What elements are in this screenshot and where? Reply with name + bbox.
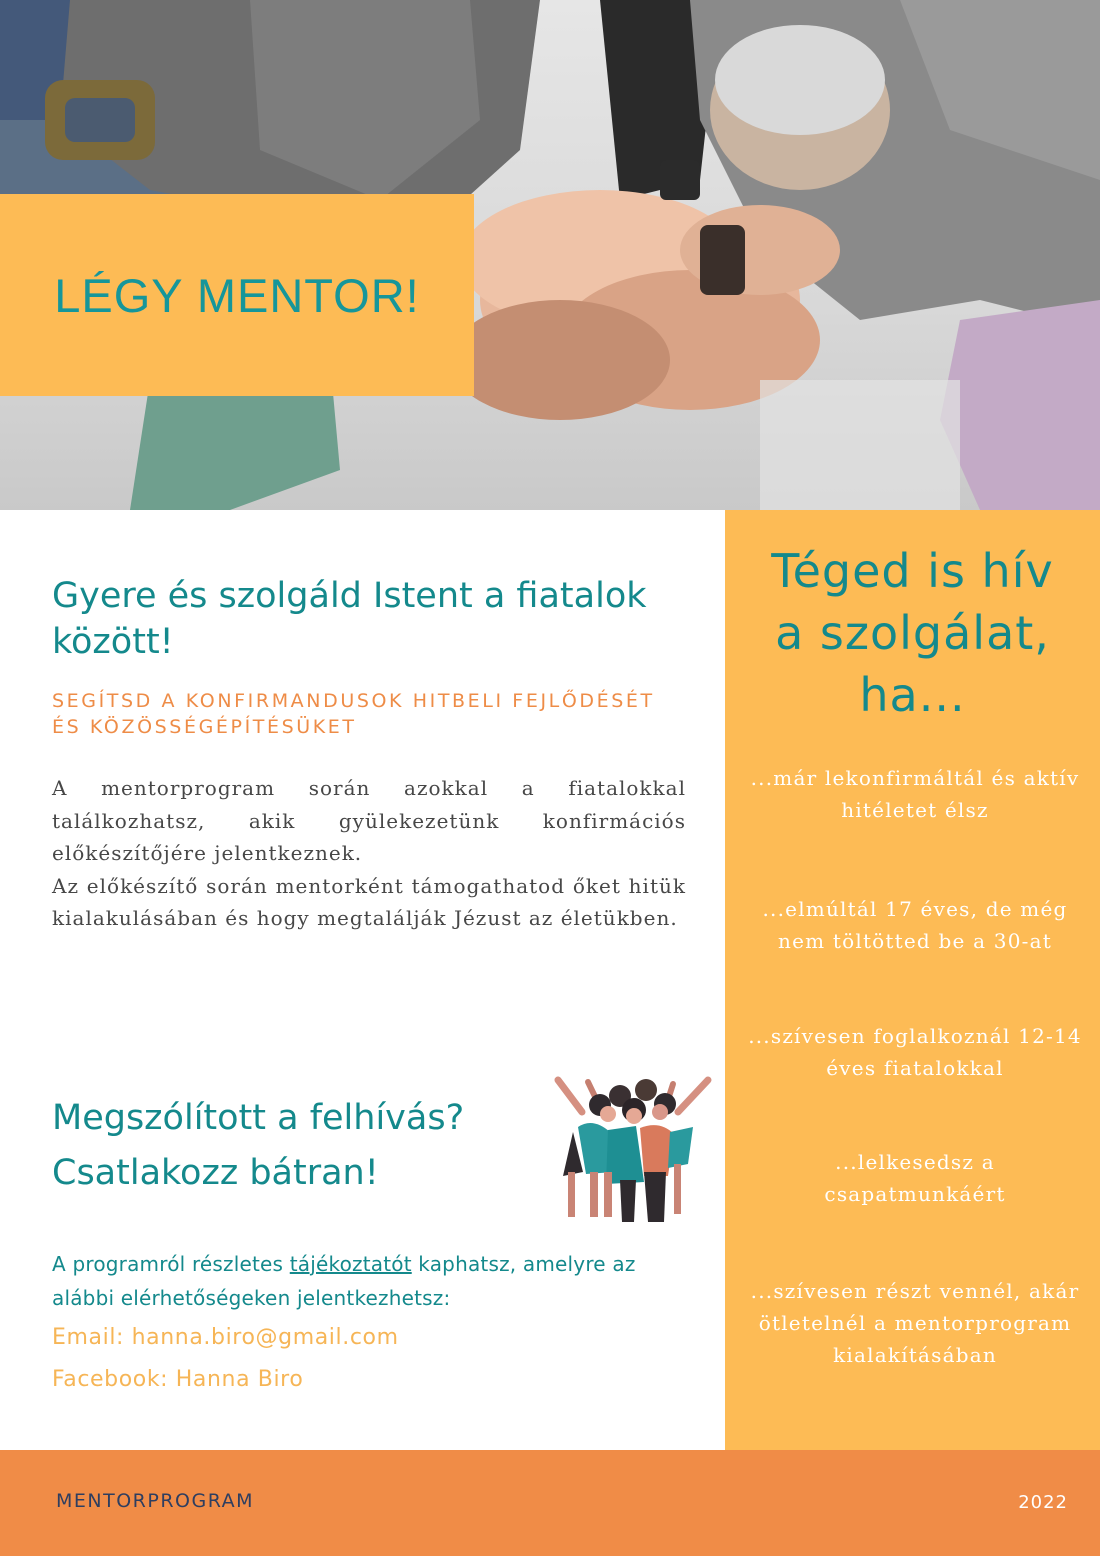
condition-item: ...lelkesedsz a csapatmunkáért: [824, 1150, 1006, 1206]
call-line-1: Megszólított a felhívás?: [52, 1098, 465, 1138]
condition-item: ...szívesen részt vennél, akár ötletelnél a mentorprogram kialakításában: [750, 1279, 1080, 1367]
condition-item: ...elmúltál 17 éves, de még nem töltötted be a 30-at: [762, 897, 1068, 953]
call-line-2: Csatlakozz bátran!: [52, 1153, 379, 1193]
side-title: [725, 540, 1100, 726]
description-paragraph-2: Az előkészítő során mentorként támogathatod őket hitük kialakulásában és hogy megtalálják Jézust az életükben.: [52, 873, 686, 930]
info-link[interactable]: tájékoztatót: [289, 1252, 412, 1276]
title-box: [0, 194, 474, 396]
description: [52, 772, 686, 935]
call-to-action: [52, 1091, 464, 1201]
condition-item: ...már lekonfirmáltál és aktív hitéletet élsz: [750, 766, 1080, 822]
info-text: [52, 1247, 702, 1315]
side-title-line-3: ha...: [859, 668, 966, 722]
side-title-line-1: Téged is hív: [771, 544, 1054, 598]
info-after: kaphatsz, amelyre az alábbi elérhetőségeken jelentkezhetsz:: [52, 1252, 636, 1310]
section-heading: Gyere és szolgáld Istent a fiatalok között!: [52, 576, 647, 662]
page-title: LÉGY MENTOR!: [54, 268, 420, 322]
footer-program-name: MENTORPROGRAM: [56, 1490, 255, 1512]
contact-facebook[interactable]: Facebook: Hanna Biro: [52, 1367, 304, 1392]
condition-item: ...szívesen foglalkoznál 12-14 éves fiatalokkal: [748, 1024, 1082, 1080]
section-subheading: SEGÍTSD A KONFIRMANDUSOK HITBELI FEJLŐDÉSÉT ÉS KÖZÖSSÉGÉPÍTÉSÜKET: [52, 690, 655, 739]
description-paragraph-1: A mentorprogram során azokkal a fiatalokkal találkozhatsz, akik gyülekezetünk konfirmációs előkészítőjére jelentkeznek.: [52, 776, 686, 865]
group-of-people-icon: [548, 1072, 718, 1227]
side-title-line-2: a szolgálat,: [775, 606, 1050, 660]
footer-year: 2022: [1018, 1492, 1068, 1513]
info-before: A programról részletes: [52, 1252, 290, 1276]
contact-email[interactable]: Email: hanna.biro@gmail.com: [52, 1325, 399, 1350]
hero-photo: [0, 0, 1100, 510]
